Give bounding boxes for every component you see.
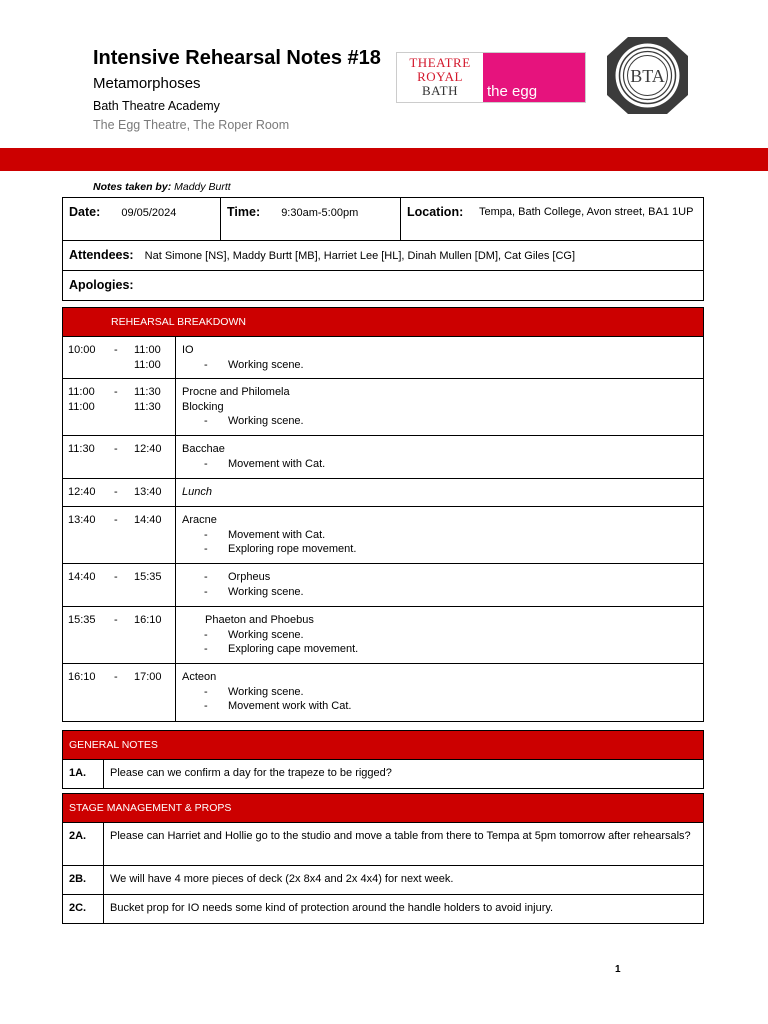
stage-management-heading: STAGE MANAGEMENT & PROPS (63, 794, 704, 823)
organisation-name: Bath Theatre Academy (93, 99, 220, 113)
apologies-cell: Apologies: (63, 271, 704, 301)
attendees-cell: Attendees: Nat Simone [NS], Maddy Burtt [MB], Harriet Lee [HL], Dinah Mullen [DM], Cat Giles [CG] (63, 241, 704, 271)
time-cell: Time: 9:30am-5:00pm (221, 198, 401, 241)
document-title: Intensive Rehearsal Notes #18 (93, 47, 381, 69)
page-number: 1 (615, 964, 621, 975)
date-cell: Date: 09/05/2024 (63, 198, 221, 241)
table-row: 14:40 - 15:35 - Orpheus - Working scene. (63, 564, 704, 607)
rehearsal-breakdown-table (62, 307, 704, 722)
table-row: 2B. We will have 4 more pieces of deck (2x 8x4 and 2x 4x4) for next week. (63, 866, 704, 895)
theatre-royal-bath-logo: THEATRE ROYAL BATH the egg (396, 52, 586, 103)
meeting-info-table-content (62, 197, 704, 301)
table-row: 10:00 - 11:00 11:00 IO - Working scene. (63, 337, 704, 379)
table-row: 11:30 - 12:40 Bacchae - Movement with Cat. (63, 436, 704, 479)
table-row: 16:10 - 17:00 Acteon - Working scene. - Movement work with Cat. (63, 664, 704, 722)
general-notes-heading: GENERAL NOTES (63, 731, 704, 760)
table-row: 11:00 - 11:30 11:00 11:30 Procne and Philomela Blocking - Working scene. (63, 379, 704, 436)
bta-logo (606, 36, 689, 115)
table-row: 15:35 - 16:10 Phaeton and Phoebus - Working scene. - Exploring cape movement. (63, 607, 704, 664)
table-row: 12:40 - 13:40 Lunch (63, 479, 704, 507)
rehearsal-breakdown-heading: REHEARSAL BREAKDOWN (63, 308, 704, 337)
table-row: 2C. Bucket prop for IO needs some kind of protection around the handle holders to avoid injury. (63, 895, 704, 924)
table-row: 1A. Please can we confirm a day for the trapeze to be rigged? (63, 760, 704, 789)
table-row: 2A. Please can Harriet and Hollie go to the studio and move a table from there to Tempa at 5pm tomorrow after rehearsals? (63, 823, 704, 866)
production-title: Metamorphoses (93, 75, 201, 92)
venue-name: The Egg Theatre, The Roper Room (93, 118, 290, 132)
svg-text:BTA: BTA (630, 66, 665, 86)
location-cell: Location: Tempa, Bath College, Avon street, BA1 1UP (401, 198, 704, 241)
header-divider-band (0, 148, 768, 171)
document-header (93, 46, 393, 133)
table-row: 13:40 - 14:40 Aracne - Movement with Cat. - Exploring rope movement. (63, 507, 704, 564)
notes-taken-by: Notes taken by: Maddy Burtt (93, 181, 231, 193)
stage-management-table (62, 793, 704, 924)
general-notes-table (62, 730, 704, 789)
